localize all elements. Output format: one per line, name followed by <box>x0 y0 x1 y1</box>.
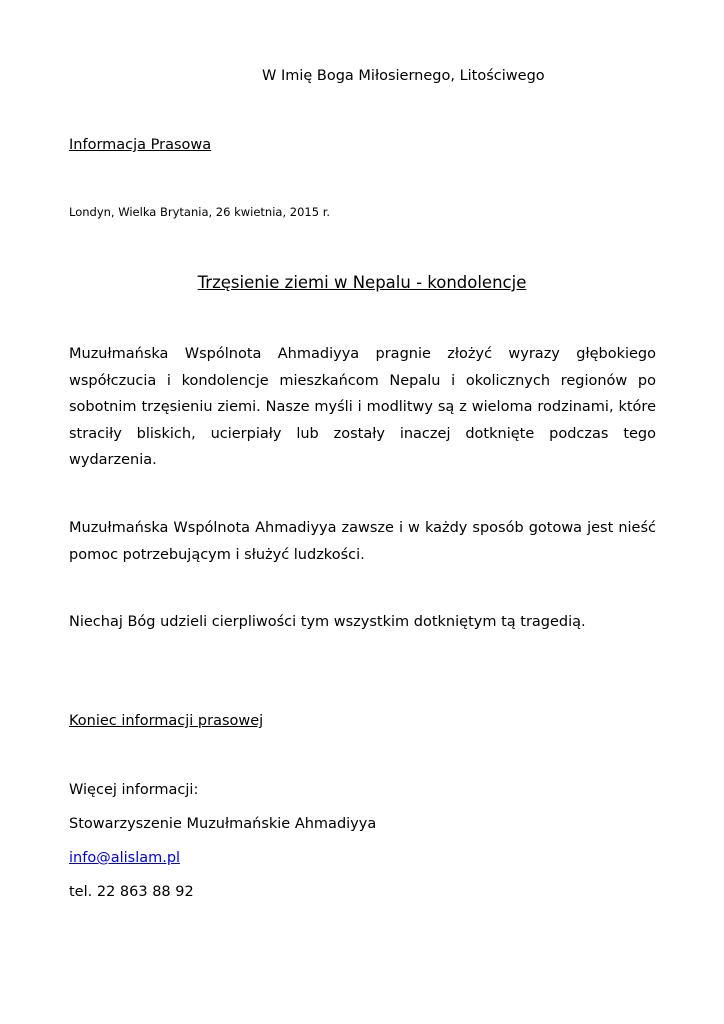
end-of-release-label: Koniec informacji prasowej <box>69 713 264 729</box>
press-release-title: Trzęsienie ziemi w Nepalu - kondolencje <box>197 273 527 292</box>
dateline: Londyn, Wielka Brytania, 26 kwietnia, 2015 r. <box>69 205 331 219</box>
body-paragraph-condolences: Muzułmańska Wspólnota Ahmadiyya pragnie złożyć wyrazy głębokiego współczucia i kondolencje mieszkańcom Nepalu i okolicznych regionów po sobotnim trzęsieniu ziemi. Nasze myśli i modlitwy są z wieloma rodzinami, które straciły bliskich, ucierpiały lub zostały inaczej dotknięte podczas tego wydarzenia. <box>69 346 656 468</box>
press-release-label: Informacja Prasowa <box>69 137 212 153</box>
invocation-heading: W Imię Boga Miłosiernego, Litościwego <box>262 68 545 84</box>
organization-name: Stowarzyszenie Muzułmańskie Ahmadiyya <box>69 816 377 832</box>
body-paragraph-help: Muzułmańska Wspólnota Ahmadiyya zawsze i w każdy sposób gotowa jest nieść pomoc potrzebującym i służyć ludzkości. <box>69 520 656 563</box>
more-info-label: Więcej informacji: <box>69 782 199 798</box>
contact-email-link[interactable]: info@alislam.pl <box>69 850 181 866</box>
body-paragraph-prayer: Niechaj Bóg udzieli cierpliwości tym wszystkim dotkniętym tą tragedią. <box>69 614 586 630</box>
contact-phone: tel. 22 863 88 92 <box>69 884 194 900</box>
